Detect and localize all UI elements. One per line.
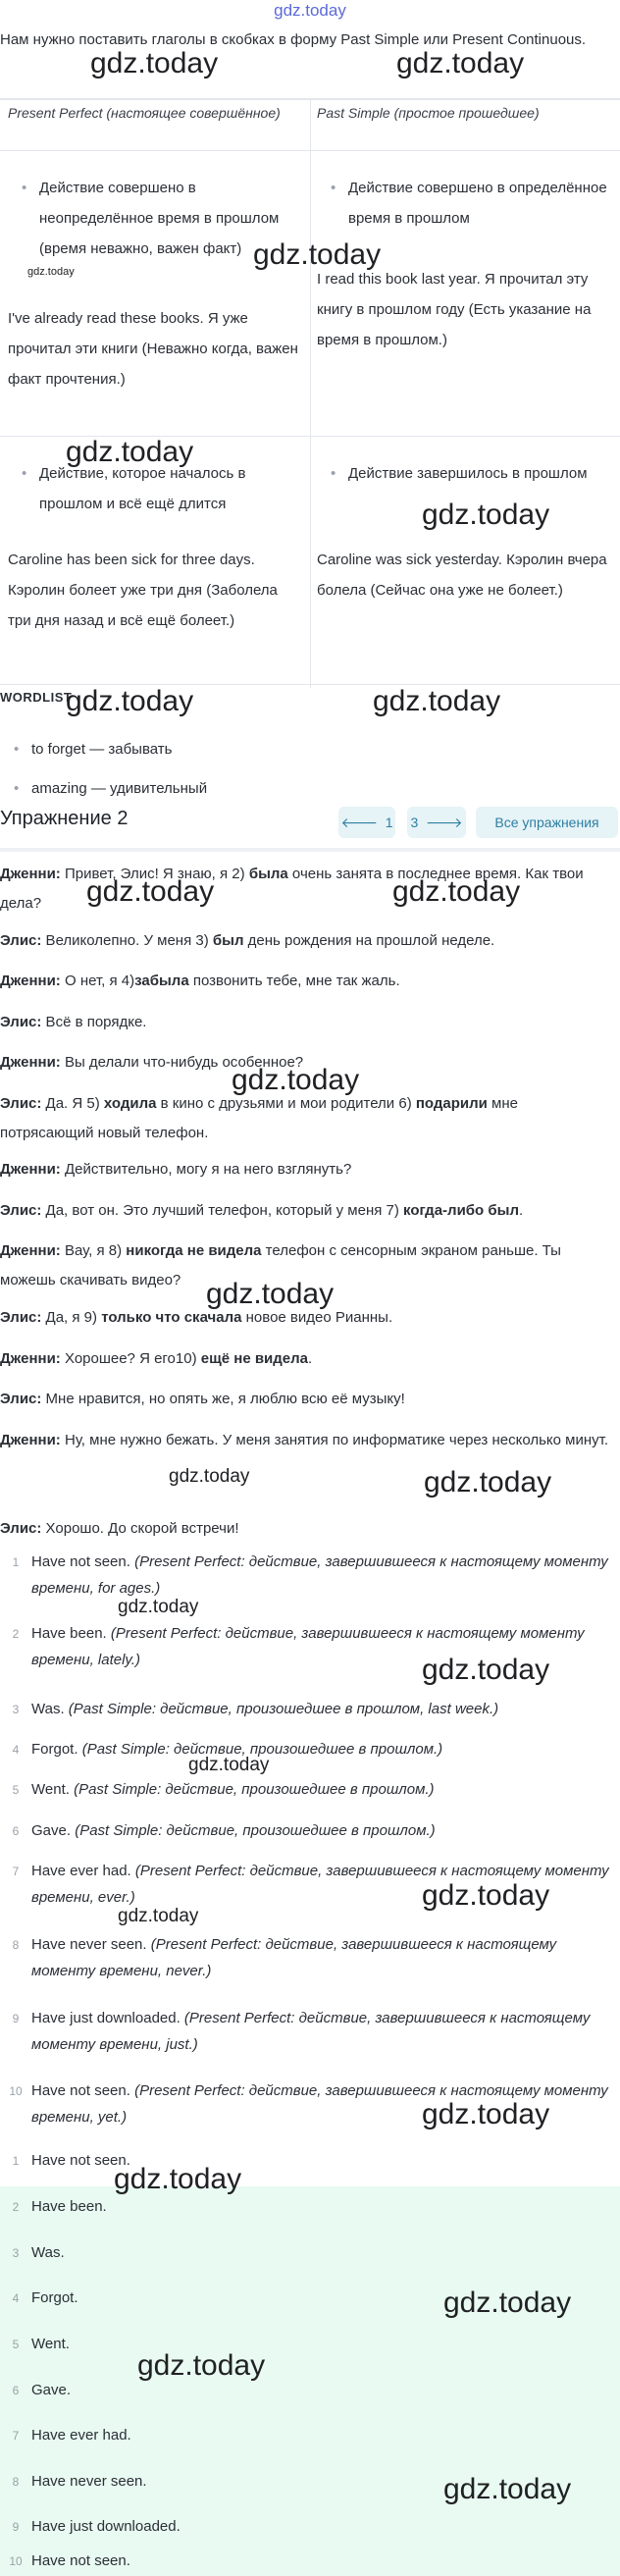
short-answer-item: 10 Have not seen. [9, 2552, 130, 2569]
watermark: gdz.today [443, 2287, 572, 2319]
theory-table [0, 98, 620, 688]
example-cell [8, 303, 302, 394]
short-answer-item: 7 Have ever had. [12, 2427, 131, 2444]
watermark: gdz.today [169, 1466, 250, 1487]
watermark: gdz.today [66, 436, 194, 468]
watermark: gdz.today [422, 499, 550, 531]
example-text: I read this book last year. Я прочитал эту книгу в прошлом году (Есть указание на время в прошлом.) [317, 271, 592, 348]
arrow-right-icon: 🡒 [426, 815, 463, 830]
watermark: gdz.today [114, 2163, 242, 2195]
watermark: gdz.today [90, 47, 219, 79]
short-answer-item: 5 Went. [12, 2336, 70, 2352]
short-answer-item: 8 Have never seen. [12, 2473, 147, 2490]
example-cell [8, 545, 302, 636]
example-text: I've already read these books. Я уже прочитал эти книги (Неважно когда, важен факт прочтения.) [8, 310, 298, 388]
table-divider [310, 99, 311, 688]
watermark: gdz.today [443, 2473, 572, 2505]
short-answer-item: 2 Have been. [12, 2198, 107, 2215]
dialogue-line: Дженни: Привет, Элис! Я знаю, я 2) была очень занята в последнее время. Как твои дела? [0, 866, 584, 912]
rule-cell [327, 173, 611, 234]
rule-bullet: • Действие завершилось в прошлом [327, 458, 611, 489]
watermark: gdz.today [253, 238, 382, 271]
watermark: gdz.today [232, 1064, 360, 1096]
table-header-present-perfect: Present Perfect (настоящее совершённое) [8, 105, 281, 121]
watermark: gdz.today [422, 1654, 550, 1686]
intro-text: Нам нужно поставить глаголы в скобках в форму Past Simple или Present Continuous. [0, 31, 587, 48]
watermark: gdz.today [27, 266, 75, 278]
rule-bullet: • Действие совершено в неопределённое время в прошлом (время неважно, важен факт) [18, 173, 292, 264]
watermark: gdz.today [373, 685, 501, 717]
dialogue-line: Элис: Хорошо. До скорой встречи! [0, 1520, 239, 1537]
answer-item: 8 Have never seen. (Present Perfect: действие, завершившееся к настоящему моменту времени, never.) [12, 1936, 557, 1979]
example-cell [317, 264, 611, 355]
watermark: gdz.today [86, 875, 215, 908]
watermark: gdz.today [424, 1466, 552, 1498]
watermark: gdz.today [188, 1755, 270, 1775]
dialogue-line: Элис: Да, я 9) только что скачала новое видео Рианны. [0, 1309, 393, 1326]
arrow-left-icon: 🡐 [340, 815, 378, 830]
answer-item: 2 Have been. (Present Perfect: действие, завершившееся к настоящему моменту времени, lately.) [12, 1625, 585, 1668]
prev-exercise-button[interactable] [338, 807, 395, 838]
rule-cell [18, 173, 292, 264]
answer-item: 5 Went. (Past Simple: действие, произошедшее в прошлом.) [12, 1781, 435, 1798]
answer-item: 1 Have not seen. (Present Perfect: действие, завершившееся к настоящему моменту времени, for ages.) [12, 1553, 608, 1597]
watermark: gdz.today [118, 1597, 199, 1617]
dialogue-line: Дженни: Вау, я 8) никогда не видела телефон с сенсорным экраном раньше. Ты можешь скачивать видео? [0, 1242, 561, 1288]
watermark: gdz.today [118, 1906, 199, 1926]
dialogue-line: Элис: Да, вот он. Это лучший телефон, который у меня 7) когда-либо был. [0, 1202, 524, 1219]
table-divider [0, 99, 620, 100]
answer-item: 7 Have ever had. (Present Perfect: действие, завершившееся к настоящему моменту времени, ever.) [12, 1863, 609, 1906]
watermark: gdz.today [392, 875, 521, 908]
watermark: gdz.today [396, 47, 525, 79]
rule-bullet: • Действие, которое началось в прошлом и всё ещё длится [18, 458, 292, 519]
rule-bullet: • Действие совершено в определённое время в прошлом [327, 173, 611, 234]
prev-exercise-label: 1 [385, 815, 393, 830]
all-exercises-button[interactable]: Все упражнения [476, 807, 618, 838]
dialogue-line: Дженни: О нет, я 4)забыла позвонить тебе, мне так жаль. [0, 973, 400, 989]
next-exercise-label: 3 [410, 815, 419, 830]
table-divider [0, 150, 620, 151]
section-divider [0, 848, 620, 852]
short-answer-item: 9 Have just downloaded. [12, 2518, 181, 2535]
short-answer-item: 6 Gave. [12, 2382, 72, 2398]
answer-item: 4 Forgot. (Past Simple: действие, произошедшее в прошлом.) [12, 1741, 443, 1758]
dialogue-line: Дженни: Действительно, могу я на него взглянуть? [0, 1161, 352, 1178]
wordlist-item: • amazing — удивительный [10, 780, 207, 797]
watermark: gdz.today [206, 1278, 335, 1310]
dialogue-line: Дженни: Ну, мне нужно бежать. У меня занятия по информатике через несколько минут. [0, 1432, 609, 1448]
answer-item: 3 Was. (Past Simple: действие, произошедшее в прошлом, last week.) [12, 1701, 499, 1717]
watermark: gdz.today [137, 2349, 266, 2382]
short-answer-item: 4 Forgot. [12, 2289, 78, 2306]
dialogue-line: Элис: Мне нравится, но опять же, я люблю всю её музыку! [0, 1391, 405, 1407]
wordlist-item: • to forget — забывать [10, 741, 172, 758]
short-answer-item: 3 Was. [12, 2244, 65, 2261]
exercise-title: Упражнение 2 [0, 808, 129, 829]
answer-item: 10 Have not seen. (Present Perfect: действие, завершившееся к настоящему моменту времени, yet.) [9, 2082, 608, 2126]
rule-cell [327, 458, 611, 489]
wordlist-title: WORDLIST [0, 690, 73, 705]
dialogue-line: Элис: Великолепно. У меня 3) был день рождения на прошлой неделе. [0, 932, 495, 949]
table-header-past-simple: Past Simple (простое прошедшее) [317, 105, 540, 121]
example-text: Caroline has been sick for three days. Кэролин болеет уже три дня (Заболела три дня назад и всё ещё болеет.) [8, 552, 278, 629]
answer-item: 9 Have just downloaded. (Present Perfect: действие, завершившееся к настоящему моменту времени, just.) [12, 2010, 591, 2053]
dialogue-line: Элис: Всё в порядке. [0, 1014, 147, 1030]
dialogue-line: Элис: Да. Я 5) ходила в кино с друзьями и мои родители 6) подарили мне потрясающий новый телефон. [0, 1095, 518, 1141]
example-text: Caroline was sick yesterday. Кэролин вчера болела (Сейчас она уже не болеет.) [317, 552, 607, 599]
watermark: gdz.today [66, 685, 194, 717]
answer-item: 6 Gave. (Past Simple: действие, произошедшее в прошлом.) [12, 1822, 436, 1839]
dialogue-line: Дженни: Хорошее? Я его10) ещё не видела. [0, 1350, 313, 1367]
watermark: gdz.today [422, 2098, 550, 2130]
site-logo: gdz.today [274, 1, 346, 20]
example-cell [317, 545, 611, 605]
next-exercise-button[interactable] [407, 807, 466, 838]
short-answer-item: 1 Have not seen. [12, 2152, 130, 2169]
watermark: gdz.today [422, 1879, 550, 1912]
dialogue-line: Дженни: Вы делали что-нибудь особенное? [0, 1054, 304, 1071]
